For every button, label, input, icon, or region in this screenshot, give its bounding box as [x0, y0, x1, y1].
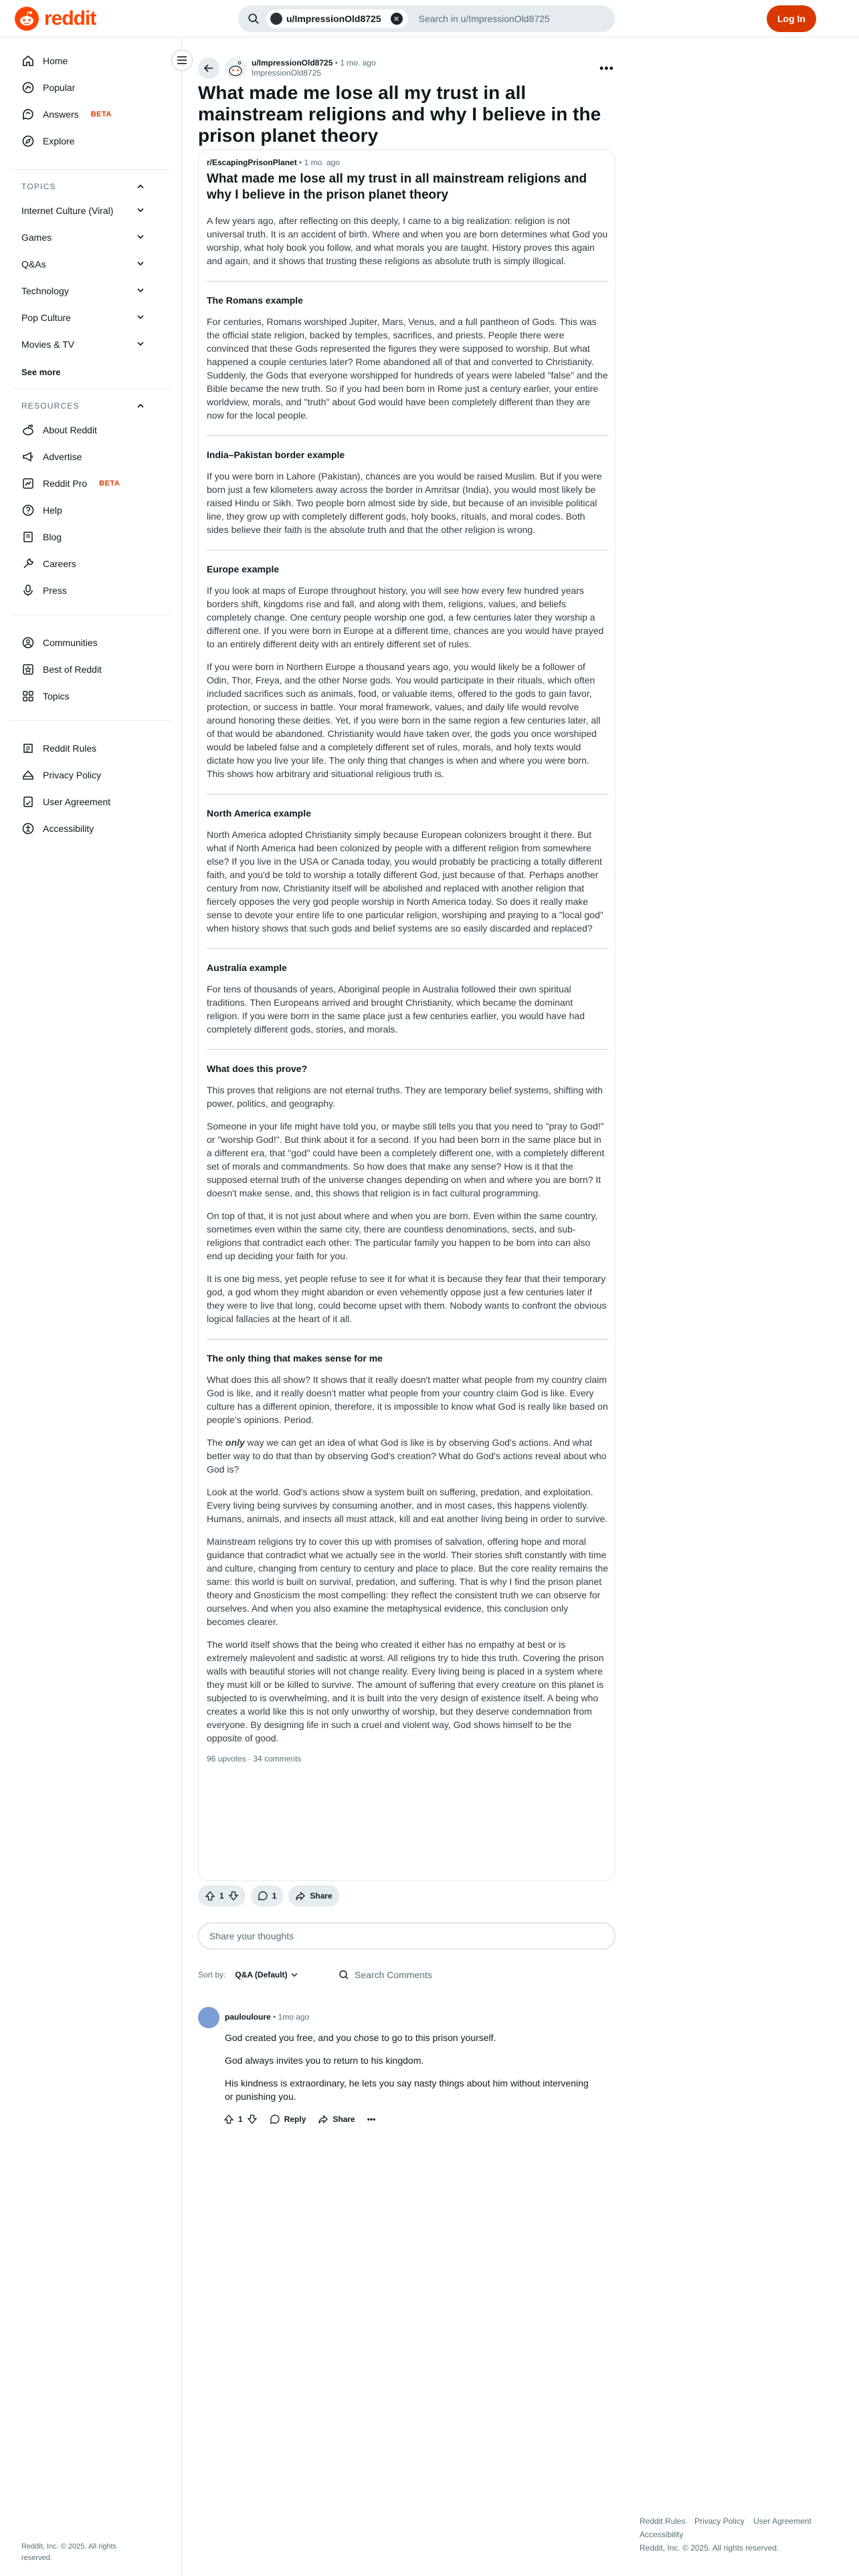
- see-more-button[interactable]: See more: [21, 367, 61, 377]
- sidebar-item-explore[interactable]: [21, 129, 74, 153]
- sidebar-item-user-agreement[interactable]: [21, 790, 110, 814]
- comment-icon: [258, 1891, 268, 1901]
- crosspost-upvotes: 96 upvotes: [207, 1754, 246, 1763]
- privacy-icon: [21, 768, 35, 782]
- paragraph: This proves that religions are not eternal truths. They are temporary belief systems, shifting with power, politics, and geography.: [207, 1085, 603, 1109]
- vote-count: 1: [219, 1891, 224, 1901]
- comment-line: His kindness is extraordinary, he lets you say nasty things about him without intervening or punishing you.: [225, 2078, 589, 2102]
- topic-games[interactable]: [21, 225, 149, 249]
- upvote-icon[interactable]: [223, 2114, 234, 2125]
- footer-links: [640, 2514, 840, 2528]
- reddit-wordmark: reddit: [44, 7, 96, 29]
- topic-qas[interactable]: [21, 252, 149, 276]
- author-avatar[interactable]: [225, 58, 246, 79]
- sidebar-item-label: Reddit Pro: [43, 478, 88, 489]
- crosspost-comments: 34 comments: [253, 1754, 302, 1763]
- help-icon: [21, 504, 35, 517]
- section-heading: Europe example: [207, 550, 608, 576]
- sidebar-item-advertise[interactable]: [21, 445, 82, 469]
- paragraph: What does this all show? It shows that it really doesn't matter what people from my country claim God is like, and it really doesn't matter what people from your country claim God is like. Every culture has a different opinion, therefore, it is impossible to know what God is really like based on people's opinions. Period.: [207, 1374, 608, 1425]
- search-icon: [248, 13, 260, 25]
- sidebar-item-careers[interactable]: [21, 552, 76, 576]
- paragraph: Someone in your life might have told you, or maybe still tells you that you need to "pray to God!" or "worship God!". But think about it for a second. If you had been born in the same place but in a different era, that "god" could have been a completely different one, with a completely different set of morals and commandments. So how does that make any sense? How is it that the supposed eternal truth of the universe changes depending on when and where you are born? It doesn't make sense, and, this shows that religion is in fact cultural programming.: [207, 1121, 605, 1198]
- search-input[interactable]: Search in u/ImpressionOld8725: [418, 13, 550, 24]
- sidebar-item-label: About Reddit: [43, 425, 97, 435]
- downvote-icon[interactable]: [247, 2114, 258, 2125]
- sidebar-item-answers[interactable]: [21, 102, 112, 126]
- mic-icon: [21, 584, 35, 597]
- best-icon: [21, 663, 35, 676]
- crosspost-meta: r/EscapingPrisonPlanet • 1 mo. ago: [207, 158, 340, 167]
- book-icon: [21, 530, 35, 544]
- search-comments-input[interactable]: [329, 1963, 436, 1987]
- sidebar-item-reddit-pro[interactable]: [21, 471, 120, 496]
- comment-input[interactable]: Share your thoughts: [198, 1923, 615, 1949]
- topic-label: Movies & TV: [21, 339, 75, 350]
- paragraph: Mainstream religions try to cover this up with promises of salvation, offering hope and moral guidance that contradict what we actually see in the world. Their stories shift constantly with time and culture, changing from century to century and place to place. But the core reality remains the same: this world is built on survival, predation, and suffering. That is why I find the prison planet theory and Gnosticism the most compelling: they reflect the consistent truth we can observe for ourselves. And when you also examine the metaphysical evidence, this conclusion only becomes clearer.: [207, 1536, 608, 1627]
- paragraph: For tens of thousands of years, Aboriginal people in Australia followed their own spiritual traditions. Then Europeans arrived and brought Christianity, which became the dominant religion. If you were born in the same place just a few centuries earlier, you would have had completely different gods, stories, and morals.: [207, 984, 585, 1035]
- resources-section-header[interactable]: [21, 394, 149, 418]
- login-button[interactable]: Log In: [767, 5, 816, 32]
- share-button[interactable]: [288, 1885, 339, 1907]
- post-header: [198, 56, 615, 86]
- paragraph: The world itself shows that the being who created it either has no empathy at best or is extremely malevolent and sadistic at worst. All religions try to hide this truth. Covering the prison walls with beautiful stories will not change reality. Every living being is placed in a system where they must kill or be killed to survive. The amount of suffering that every creature on this planet is subjected to is overwhelming, and it is built into the very design of existence itself. A being who creates a world like this is not only unworthy of worship, but they deserve condemnation from everyone. By designing life in such a cruel and violent way, God shows himself to be the opposite of good.: [207, 1639, 604, 1743]
- sidebar-divider: [11, 169, 171, 170]
- section-heading: India–Pakistan border example: [207, 435, 608, 461]
- sidebar-item-label: User Agreement: [43, 796, 111, 807]
- sidebar-item-label: Accessibility: [43, 823, 94, 834]
- search-icon: [339, 1969, 349, 1980]
- home-icon: [21, 54, 35, 68]
- emphasis-text: only: [225, 1437, 245, 1448]
- sidebar-item-privacy-policy[interactable]: [21, 763, 101, 787]
- upvote-icon[interactable]: [205, 1891, 215, 1901]
- clear-scope-icon[interactable]: ✕: [391, 13, 403, 25]
- megaphone-icon: [21, 450, 35, 463]
- sidebar-item-about-reddit[interactable]: [21, 418, 97, 442]
- sidebar-item-label: Careers: [43, 558, 76, 569]
- sidebar-item-popular[interactable]: [21, 76, 75, 100]
- crosspost-subreddit[interactable]: r/EscapingPrisonPlanet: [207, 158, 297, 167]
- sidebar-item-topics[interactable]: [21, 684, 70, 708]
- sidebar-divider: [11, 720, 171, 721]
- section-heading: Australia example: [207, 948, 608, 974]
- topic-label: Technology: [21, 286, 69, 296]
- paragraph: Look at the world. God's actions show a system built on suffering, predation, and exploitation. Every living being survives by consuming another, and in most cases, this happens violently. Humans, animals, and insects all must attack, kill and eat another living being in order to survive.: [207, 1487, 608, 1524]
- sidebar-item-label: Home: [43, 56, 68, 66]
- sidebar-item-label: Topics: [43, 691, 70, 702]
- sidebar-item-reddit-rules[interactable]: [21, 736, 96, 760]
- sort-control[interactable]: [198, 1963, 298, 1987]
- paragraph: If you look at maps of Europe throughout history, you will see how every few hundred years borders shift, kingdoms rise and fall, and along with them, religions, values, and beliefs completely change. One century people worship one god, a few centuries later they worship a different one. If you were born in Europe at a different time, chances are you would have prayed to an entirely different deity with an entirely different set of rules.: [207, 585, 604, 649]
- topics-icon: [21, 689, 35, 703]
- comment-body: [225, 2031, 599, 2113]
- comment-count: 1: [272, 1891, 277, 1901]
- comment-line: God always invites you to return to his kingdom.: [225, 2055, 424, 2066]
- sidebar-item-label: Answers: [43, 109, 79, 120]
- sort-label: Sort by:: [198, 1970, 226, 1979]
- explore-icon: [21, 134, 35, 148]
- topic-pop-culture[interactable]: [21, 306, 149, 330]
- comment-share-button[interactable]: [318, 2114, 355, 2125]
- paragraph: It is one big mess, yet people refuse to see it for what it is because they fear that their temporary god, a god whom they might abandon or even vehemently oppose just a few centuries later if they were to live that long, could become upset with them. Nobody wants to confront the obvious logical fallacies at the heart of it all.: [207, 1273, 607, 1324]
- sidebar-item-label: Help: [43, 505, 62, 516]
- crosspost-title: What made me lose all my trust in all mainstream religions and why I believe in the prison planet theory: [207, 172, 587, 202]
- sidebar-item-label: Advertise: [43, 451, 82, 462]
- post-title: What made me lose all my trust in all mainstream religions and why I believe in the prison planet theory: [198, 82, 601, 146]
- post-author-line: u/ImpressionOld8725 • 1 mo. ago: [252, 58, 376, 68]
- resources-title: RESOURCES: [21, 401, 80, 411]
- rules-icon: [21, 742, 35, 755]
- topic-label: Q&As: [21, 259, 46, 270]
- chevron-down-icon: [136, 259, 145, 268]
- more-options-icon[interactable]: •••: [599, 62, 614, 75]
- sidebar-item-label: Reddit Rules: [43, 743, 97, 754]
- reply-label: Reply: [284, 2115, 306, 2124]
- communities-icon: [21, 636, 35, 649]
- sidebar-item-best-of-reddit[interactable]: [21, 657, 102, 681]
- reddit-logo[interactable]: [15, 7, 96, 31]
- comment-actions: [223, 2114, 375, 2125]
- text-run: way we can get an idea of what God is like is by observing God's actions. And what better way to do that than by observing God's creation? What do God's actions reveal about who God is?: [207, 1437, 607, 1475]
- paragraph: If you were born in Lahore (Pakistan), chances are you would be raised Muslim. But if you were born just a few kilometers away across the border in Amritsar (India), you would most likely be raised Hindu or Sikh. Two people born almost side by side, but because of an invisible political line, they grow up with completely different gods, holy books, rituals, and moral codes. Both sides believe their faith is the absolute truth and that the other religion is wrong.: [207, 471, 602, 535]
- sidebar-copyright: Reddit, Inc. © 2025. All rights reserved.: [21, 2543, 117, 2562]
- share-icon: [295, 1891, 306, 1901]
- post-time: 1 mo. ago: [340, 58, 376, 68]
- crosspost-stats: 96 upvotes · 34 comments: [207, 1754, 302, 1763]
- paragraph: If you were born in Northern Europe a thousand years ago, you would likely be a follower of Odin, Thor, Freya, and the other Norse gods. You would participate in their rituals, which often included sacrifices such as animals, food, or valuable items, offered to the gods to gain favor, protection, or success in battle. Your moral framework, values, and daily life would revolve around honoring these deities. Yet, if you were born in the same region a few centuries later, all of that would be abandoned. Christianity would have taken over, the gods you once worshiped would be labeled false and a completely different set of rules, morals, and holy texts would dictate how you live your life. The only thing that changes is when and where you were born. This shows how arbitrary and situational religious truth is.: [207, 661, 601, 779]
- agreement-icon: [21, 795, 35, 809]
- comment-icon: [270, 2114, 280, 2125]
- sort-value: Q&A (Default): [235, 1970, 288, 1979]
- topic-label: Internet Culture (Viral): [21, 205, 114, 216]
- sidebar-item-accessibility[interactable]: [21, 817, 94, 841]
- user-avatar-icon: [270, 13, 282, 25]
- sidebar-item-press[interactable]: [21, 578, 67, 603]
- chevron-down-icon: [136, 339, 145, 348]
- share-label: Share: [310, 1891, 332, 1901]
- answers-icon: [21, 108, 35, 121]
- chevron-down-icon: [136, 286, 145, 295]
- paragraph: North America adopted Christianity simply because European colonizers brought it there. But what if North America had been colonized by people with a different religion from somewhere else? If you live in the USA or Canada today, you would probably be practicing a totally different faith, and you'd be told to worship a totally different God, just because of that. Perhaps another century from now, Christianity itself will be abolished and replaced with another religion that fiercely opposes the very god people worship in North America today. So does it really make sense to devote your entire life to one particular religion, worshiping and praying to a "local god" when history shows that such gods and belief systems are so easily discarded and replaced?: [207, 829, 603, 934]
- vote-control: [198, 1885, 246, 1907]
- top-header: [0, 0, 859, 37]
- right-footer: [640, 2514, 840, 2555]
- crosspost-time: 1 mo. ago: [304, 158, 340, 167]
- sidebar-item-label: Privacy Policy: [43, 770, 102, 780]
- collapse-sidebar-button[interactable]: [171, 49, 193, 71]
- comment-more-icon[interactable]: •••: [367, 2115, 376, 2124]
- post-action-bar: [198, 1885, 339, 1907]
- topic-technology[interactable]: [21, 279, 149, 303]
- topic-label: Games: [21, 232, 52, 243]
- beta-badge: BETA: [99, 479, 120, 488]
- footer-link-accessibility[interactable]: Accessibility: [640, 2530, 684, 2539]
- sidebar-item-communities[interactable]: [21, 631, 98, 655]
- share-icon: [318, 2114, 328, 2125]
- sidebar-item-label: Press: [43, 585, 67, 596]
- footer-link-privacy[interactable]: Privacy Policy: [694, 2516, 745, 2526]
- comment-vote-count: 1: [238, 2115, 243, 2124]
- search-scope-label: u/ImpressionOld8725: [286, 13, 381, 24]
- chevron-up-icon: [136, 401, 145, 411]
- commenter-avatar[interactable]: [198, 2007, 219, 2028]
- paragraph: For centuries, Romans worshiped Jupiter, Mars, Venus, and a full pantheon of Gods. This was the official state religion, backed by temples, sacrifices, and priests. People there were convinced that these Gods represented the figures they were supposed to worship. But what happened a couple centuries later? Rome abandoned all of that and converted to Christianity. Suddenly, the Gods that everyone worshipped for hundreds of years were labeled "false" and the Bible became the new truth. So if you had been born in Rome just a century earlier, your entire worldview, morals, and "truth" about God would have been completely different than they are now for the local people.: [207, 316, 608, 421]
- comment-time: 1mo ago: [278, 2012, 310, 2022]
- sidebar-item-blog[interactable]: [21, 525, 62, 549]
- sidebar-item-home[interactable]: [21, 49, 68, 73]
- sidebar-item-label: Communities: [43, 637, 98, 648]
- downvote-icon[interactable]: [228, 1891, 239, 1901]
- post-author[interactable]: u/ImpressionOld8725: [252, 58, 333, 68]
- chevron-down-icon: [290, 1971, 298, 1979]
- sidebar-item-label: Blog: [43, 532, 62, 542]
- left-sidebar: [0, 38, 182, 2576]
- sidebar-item-label: Explore: [43, 136, 75, 146]
- section-heading: What does this prove?: [207, 1049, 608, 1075]
- comment-vote-control: [223, 2114, 258, 2125]
- chevron-down-icon: [136, 312, 145, 322]
- menu-icon: [177, 56, 187, 65]
- crosspost-card[interactable]: [198, 149, 615, 1881]
- post-author-sub: ImpressionOld8725: [252, 68, 322, 78]
- chevron-down-icon: [136, 205, 145, 215]
- wrench-icon: [21, 557, 35, 570]
- topics-title: TOPICS: [21, 182, 56, 191]
- reddit-snoo-icon: [15, 7, 39, 31]
- paragraph: A few years ago, after reflecting on this deeply, I came to a big realization: religion is not universal truth. It is an accident of birth. Where and when you are born determines what God you worship, what holy book you follow, and what morals you are taught. History proves this again and again, and it shows that trusting these religions as absolute truth is simply illogical.: [207, 215, 608, 266]
- comment-meta: paulouloure • 1mo ago: [225, 2012, 310, 2022]
- footer-link-agreement[interactable]: User Agreement: [753, 2516, 812, 2526]
- back-button[interactable]: [198, 58, 219, 79]
- topic-movies-tv[interactable]: [21, 332, 149, 356]
- section-heading: The Romans example: [207, 281, 608, 307]
- topic-label: Pop Culture: [21, 312, 71, 323]
- arrow-left-icon: [203, 63, 214, 74]
- paragraph: On top of that, it is not just about where and when you are born. Even within the same country, sometimes even within the same city, there are countless denominations, sects, and sub-religions that contradict each other. The particular family you happen to be born into can also end up deciding your faith for you.: [207, 1210, 598, 1261]
- sidebar-item-label: Best of Reddit: [43, 664, 102, 675]
- topics-section-header[interactable]: [21, 175, 149, 199]
- comment-share-label: Share: [332, 2115, 355, 2124]
- comments-button[interactable]: [251, 1885, 284, 1907]
- crosspost-body: [207, 214, 608, 1745]
- reddit-icon: [21, 423, 35, 437]
- section-heading: The only thing that makes sense for me: [207, 1339, 608, 1365]
- paragraph: [207, 1436, 608, 1476]
- chart-icon: [21, 477, 35, 490]
- beta-badge: BETA: [90, 110, 112, 118]
- chevron-down-icon: [136, 232, 145, 241]
- search-comments-placeholder: Search Comments: [355, 1969, 432, 1980]
- search-bar[interactable]: [238, 5, 615, 32]
- sidebar-item-help[interactable]: [21, 498, 62, 522]
- snoo-avatar-icon: [225, 58, 246, 79]
- footer-copyright: Reddit, Inc. © 2025. All rights reserved.: [640, 2543, 779, 2553]
- reply-button[interactable]: [270, 2114, 306, 2125]
- accessibility-icon: [21, 822, 35, 835]
- search-scope-chip[interactable]: [266, 9, 408, 28]
- section-heading: North America example: [207, 794, 608, 820]
- chevron-up-icon: [136, 182, 145, 191]
- popular-icon: [21, 81, 35, 94]
- sidebar-item-label: Popular: [43, 82, 76, 93]
- topic-internet-culture[interactable]: [21, 199, 149, 223]
- comment-line: God created you free, and you chose to go to this prison yourself.: [225, 2032, 496, 2043]
- comment-author[interactable]: paulouloure: [225, 2012, 271, 2022]
- text-run: The: [207, 1437, 226, 1448]
- footer-link-rules[interactable]: Reddit Rules: [640, 2516, 686, 2526]
